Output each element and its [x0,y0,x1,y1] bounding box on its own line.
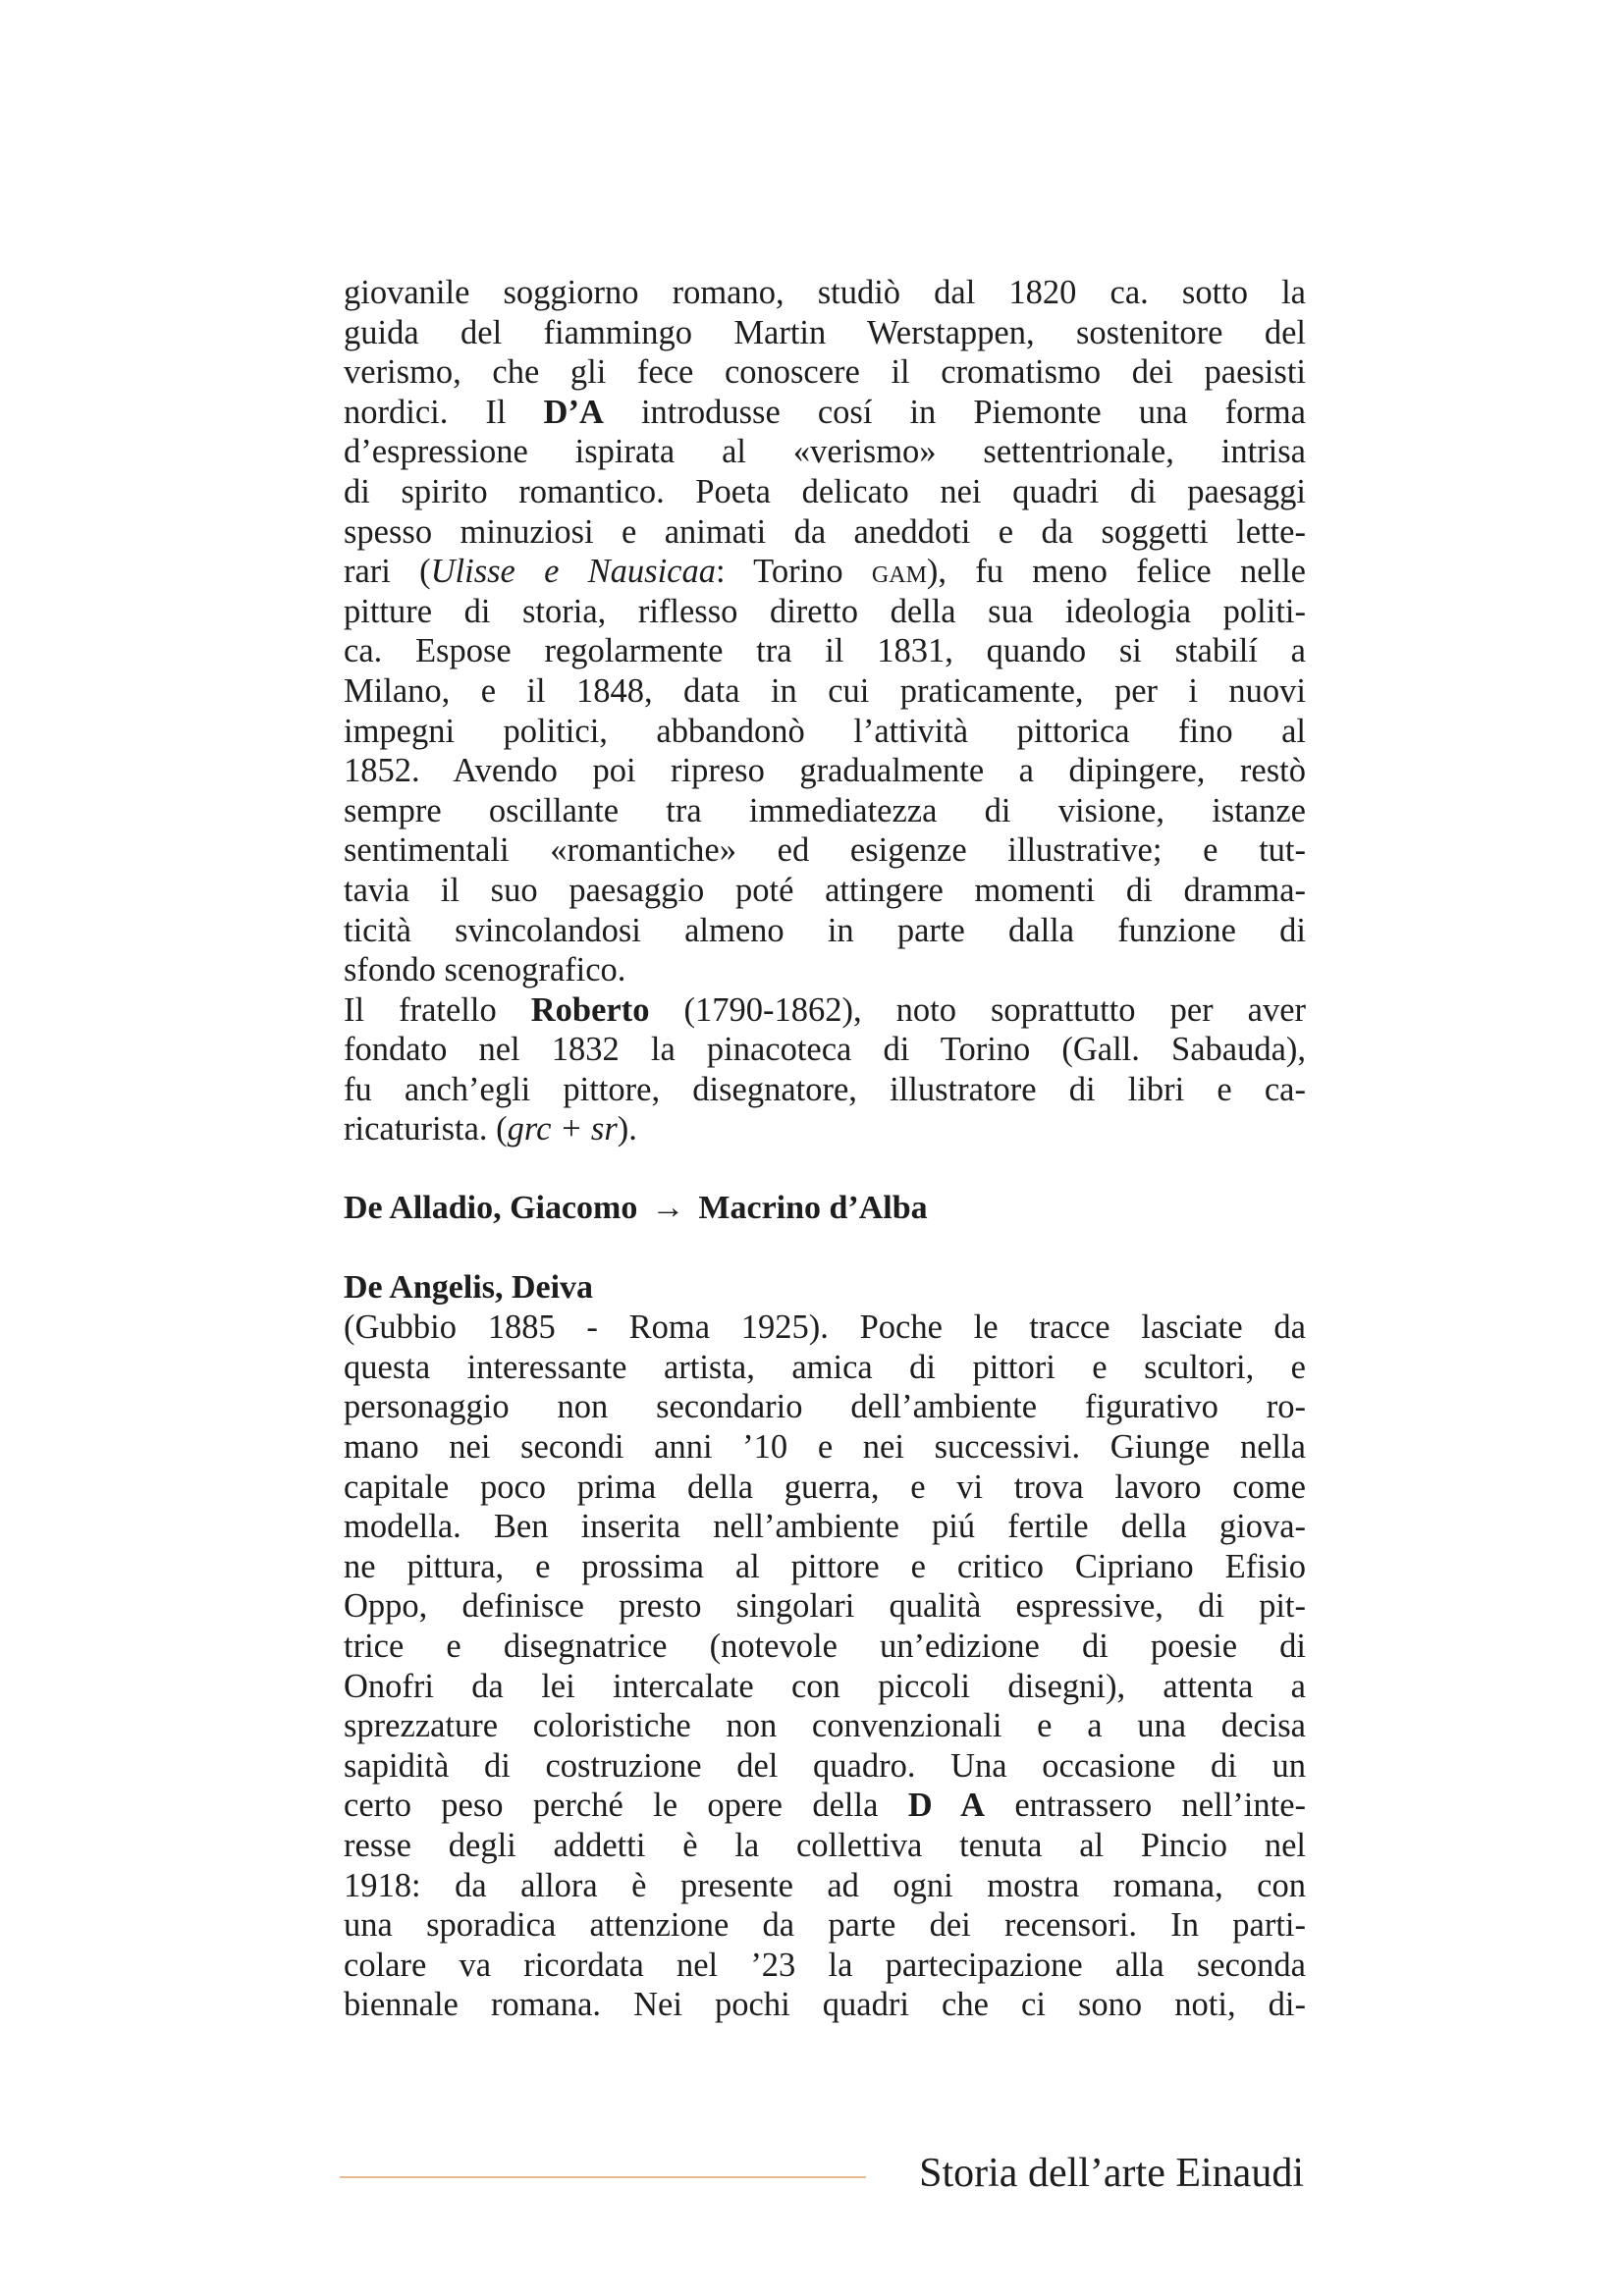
text-line: fondato nel 1832 la pinacoteca di Torino (Gall. Sabauda), [344,1031,1306,1069]
text-line: fu anch’egli pittore, disegnatore, illustratore di libri e ca- [344,1070,1306,1108]
text-line: Milano, e il 1848, data in cui praticamente, per i nuovi [344,671,1306,710]
person-name: Roberto [530,990,650,1029]
arrow-right-icon: → [651,1190,685,1227]
museum-abbreviation: gam [871,553,927,591]
footer-title: Storia dell’arte Einaudi [919,2151,1304,2196]
text-line: una sporadica attenzione da parte dei recensori. In parti- [344,1906,1306,1945]
text-line: Il fratello Roberto (1790-1862), noto soprattutto per aver [344,990,1307,1029]
text-line: Onofri da lei intercalate con piccoli disegni), attenta a [344,1667,1306,1705]
text-line: Oppo, definisce presto singolari qualità espressive, di pit- [344,1587,1306,1626]
see-reference[interactable]: Macrino d’Alba [698,1190,928,1227]
continued-entry [344,273,1306,1149]
text-line: ricaturista. (grc + sr). [344,1110,637,1148]
text-line: modella. Ben inserita nell’ambiente piú fertile della giova- [344,1508,1306,1546]
text-line: sempre oscillante tra immediatezza di visione, istanze [344,791,1306,829]
text-line: d’espressione ispirata al «verismo» settentrionale, intrisa [344,433,1306,471]
text-line: 1918: da allora è presente ad ogni mostra romana, con [344,1866,1306,1904]
entry-abbreviation: D A [907,1787,986,1825]
text-line: sprezzature coloristiche non convenzionali e a una decisa [344,1707,1306,1745]
text-line: colare va ricordata nel ’23 la partecipazione alla seconda [344,1946,1306,1984]
page-text [344,273,1306,2025]
text-line: sapidità di costruzione del quadro. Una occasione di un [344,1746,1306,1785]
text-line: pitture di storia, riflesso diretto della sua ideologia politi- [344,592,1306,630]
text-line: resse degli addetti è la collettiva tenuta al Pincio nel [344,1826,1306,1864]
entry-heading: De Angelis, Deiva [344,1268,594,1306]
text-line: rari (Ulisse e Nausicaa: Torino gam), fu meno felice nelle [344,553,1306,591]
text-line: nordici. Il D’A introdusse cosí in Piemonte una forma [344,393,1306,431]
text-line: questa interessante artista, amica di pittori e scultori, e [344,1348,1306,1386]
text-line: mano nei secondi anni ’10 e nei successivi. Giunge nella [344,1428,1306,1467]
entry-abbreviation: D’A [543,393,604,431]
text-line: ticità svincolandosi almeno in parte dalla funzione di [344,911,1306,949]
text-line: 1852. Avendo poi ripreso gradualmente a dipingere, restò [344,752,1306,790]
text-line: sfondo scenografico. [344,951,626,989]
author-initials: grc + sr [507,1110,618,1148]
text-line: impegni politici, abbandonò l’attività pittorica fino al [344,712,1306,750]
footer-rule [340,2176,866,2178]
text-line: tavia il suo paesaggio poté attingere momenti di dramma- [344,871,1306,909]
text-line: guida del fiammingo Martin Werstappen, sostenitore del [344,313,1306,351]
text-line: giovanile soggiorno romano, studiò dal 1820 ca. sotto la [344,274,1306,311]
text-line: (Gubbio 1885 - Roma 1925). Poche le tracce lasciate da [344,1308,1306,1347]
cross-reference-entry [344,1189,1306,1229]
text-line: personaggio non secondario dell’ambiente figurativo ro- [344,1388,1306,1426]
text-line: capitale poco prima della guerra, e vi trova lavoro come [344,1468,1306,1506]
entry-heading: De Alladio, Giacomo [344,1190,638,1227]
entry-de-angelis [344,1268,1306,2025]
text-line: biennale romana. Nei pochi quadri che ci sono noti, di- [344,1986,1306,2024]
text-line: spesso minuziosi e animati da aneddoti e da soggetti lette- [344,512,1306,551]
text-line: verismo, che gli fece conoscere il cromatismo dei paesisti [344,353,1306,392]
text-line: certo peso perché le opere della D A entrassero nell’inte- [344,1787,1306,1825]
text-line: di spirito romantico. Poeta delicato nei quadri di paesaggi [344,472,1306,510]
text-line: ca. Espose regolarmente tra il 1831, quando si stabilí a [344,632,1306,670]
text-line: ne pittura, e prossima al pittore e critico Cipriano Efisio [344,1547,1306,1585]
artwork-title: Ulisse e Nausicaa [430,553,716,591]
text-line: trice e disegnatrice (notevole un’edizione di poesie di [344,1628,1306,1665]
text-line: sentimentali «romantiche» ed esigenze illustrative; e tut- [344,831,1306,870]
